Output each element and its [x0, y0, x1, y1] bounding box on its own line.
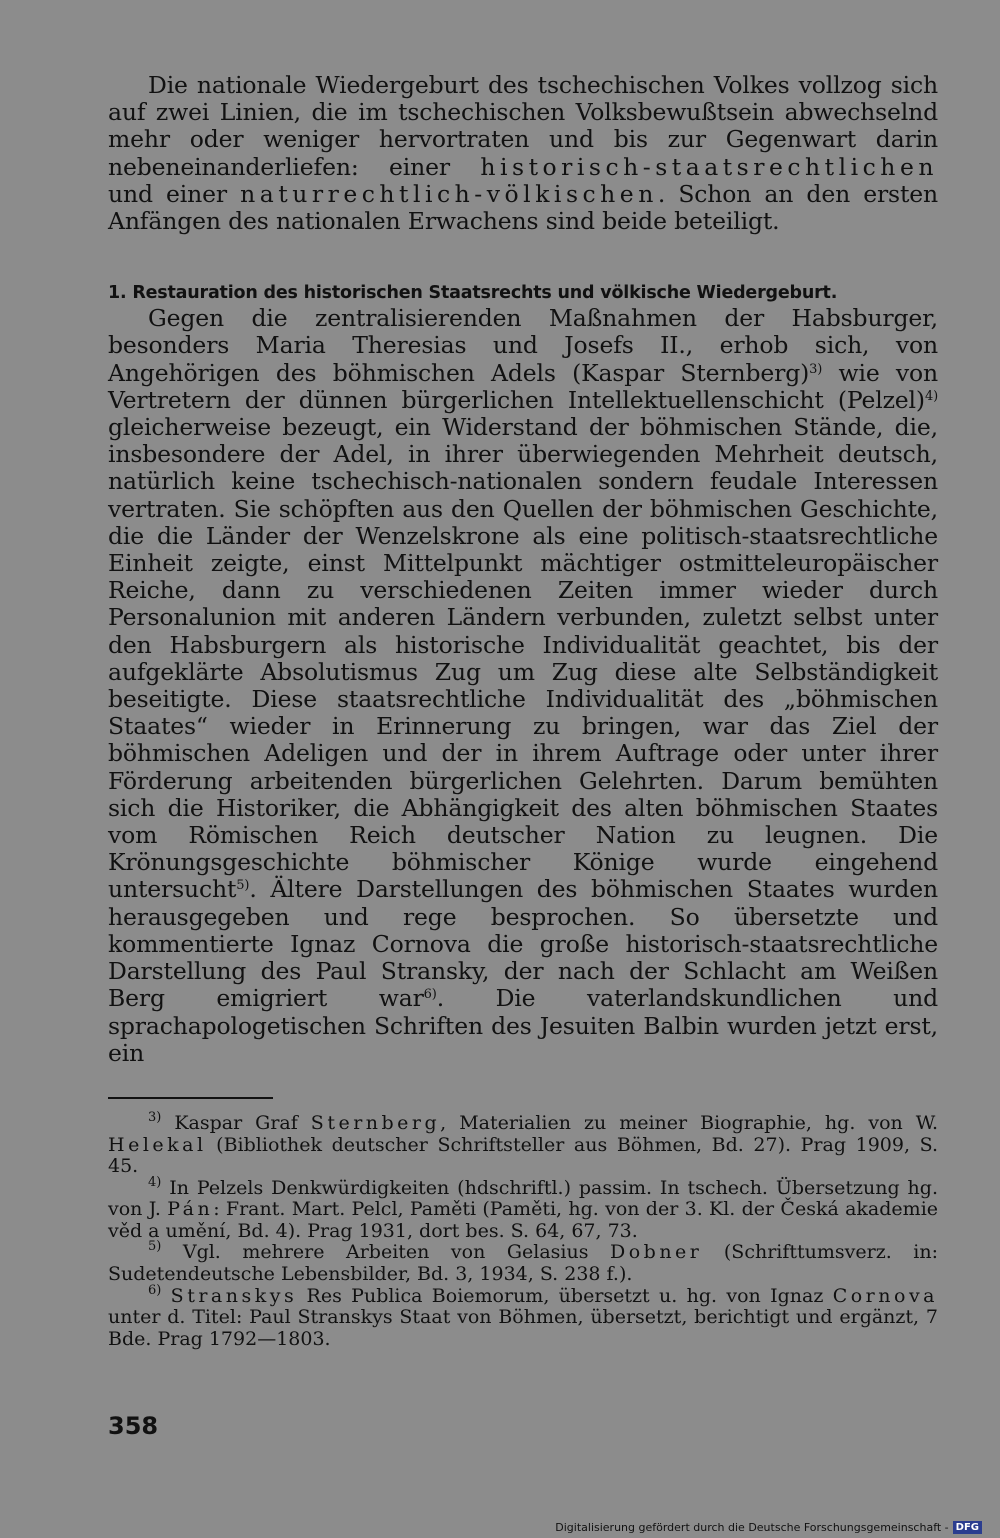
footnote-mark: 3) [148, 1109, 162, 1125]
footnote-ref-4[interactable]: 4) [924, 388, 938, 404]
footnote-text: : Frant. Mart. Pelcl, Paměti (Paměti, hg. von der 3. Kl. der Česká akademie věd a umění, Bd. 4). Prag 1931, dort bes. S. 64, 67, 73. [108, 1198, 939, 1242]
footnotes [108, 1109, 939, 1351]
footnote-author: Stranskys [170, 1284, 298, 1307]
intro-emphasis-naturrechtlich: naturrechtlich-völkischen [240, 179, 658, 208]
footnote-mark: 5) [148, 1239, 162, 1255]
footnote-text: Kaspar Graf [161, 1111, 311, 1134]
footnote-mark: 4) [148, 1174, 162, 1190]
credit-text: Digitalisierung gefördert durch die Deutsche Forschungsgemeinschaft - [555, 1521, 949, 1534]
intro-text-2: und einer [108, 179, 241, 208]
intro-paragraph [108, 72, 938, 235]
footnote-text: Vgl. mehrere Arbeiten von Gelasius [161, 1241, 610, 1264]
section-text-2: wie von Vertretern der dünnen bürgerlichen Intellektuellenschicht (Pelzel) [108, 358, 938, 414]
section-heading: 1. Restauration des historischen Staatsrechts und völkische Wiedergeburt. [108, 283, 838, 304]
section-paragraph [108, 305, 938, 1067]
intro-text-3: . Schon an den ersten Anfängen des nationalen Erwachens sind beide beteiligt. [108, 179, 939, 236]
digitization-credit [555, 1521, 982, 1534]
dfg-logo-icon: DFG [953, 1521, 982, 1534]
footnote-ref-6[interactable]: 6) [423, 987, 437, 1003]
footnote-ref-3[interactable]: 3) [809, 361, 823, 377]
footnote-mark: 6) [148, 1282, 162, 1298]
footnote-6 [108, 1282, 938, 1351]
section-text-3: gleicherweise bezeugt, ein Widerstand der böhmischen Stände, die, insbesondere der Adel, in ihrer überwiegenden Mehrheit deutsch, natürlich keine tschechisch-nationalen sondern feudale Interessen vertraten. Sie schöpften aus den Quellen der böhmischen Geschichte, die die Länder der Wenzelskrone als eine politisch-staatsrechtliche Einheit zeigte, einst Mittelpunkt mächtiger ostmitteleuropäischer Reiche, dann zu verschiedenen Zeiten immer wieder durch Personalunion mit anderen Ländern verbunden, zuletzt selbst unter den Habsburgern als historische Individualität geachtet, bis der aufgeklärte Absolutismus Zug um Zug diese alte Selbständigkeit beseitigte. Diese staatsrechtliche Individualität des „böhmischen Staates“ wieder in Erinnerung zu bringen, war das Ziel der böhmischen Adeligen und der in ihrem Auftrage oder unter ihrer Förderung arbeitenden bürgerlichen Gelehrten. Darum bemühten sich die Historiker, die Abhängigkeit des alten böhmischen Staates vom Römischen Reich deutscher Nation zu leugnen. Die Krönungsgeschichte böhmischer Könige wurde eingehend untersucht [108, 413, 938, 904]
section-text-5: . Die vaterlandskundlichen und sprachapologetischen Schriften des Jesuiten Balbin wurden jetzt erst, ein [108, 984, 938, 1067]
footnote-3 [108, 1109, 938, 1178]
footnote-editor: Pán [167, 1198, 214, 1221]
footnote-author: Dobner [609, 1241, 703, 1264]
footnote-text: In Pelzels Denkwürdigkeiten (hdschriftl.) passim. In tschech. Übersetzung hg. von J. [108, 1176, 938, 1221]
footnote-text: (Schrifttumsverz. in: Sudetendeutsche Lebensbilder, Bd. 3, 1934, S. 238 f.). [108, 1241, 938, 1286]
intro-emphasis-historisch: historisch-staatsrechtlichen [480, 152, 938, 181]
footnote-text: unter d. Titel: Paul Stranskys Staat von Böhmen, übersetzt, berichtigt und ergänzt, 7 Bde. Prag 1792—1803. [108, 1306, 938, 1350]
page-content [108, 72, 938, 1350]
intro-text-1: Die nationale Wiedergeburt des tschechischen Volkes vollzog sich auf zwei Linien, die im tschechischen Volksbewußtsein abwechselnd mehr oder weniger hervortraten und bis zur Gegenwart darin nebeneinanderliefen: einer [108, 71, 938, 181]
footnote-text: (Bibliothek deutscher Schriftsteller aus Böhmen, Bd. 27). Prag 1909, S. 45. [108, 1133, 938, 1178]
footnote-4 [108, 1174, 939, 1243]
section-text-1: Gegen die zentralisierenden Maßnahmen der Habsburger, besonders Maria Theresias und Josefs II., erhob sich, von Angehörigen des böhmischen Adels (Kaspar Sternberg) [108, 304, 938, 387]
footnote-text: Res Publica Boiemorum, übersetzt u. hg. von Ignaz [297, 1284, 833, 1307]
footnote-5 [108, 1239, 938, 1286]
footnote-ref-5[interactable]: 5) [236, 878, 250, 894]
page-number: 358 [108, 1412, 159, 1440]
footnote-divider [108, 1097, 273, 1099]
section-text-4: . Ältere Darstellungen des böhmischen Staates wurden herausgegeben und rege besprochen. So übersetzte und kommentierte Ignaz Cornova die große historisch-staatsrechtliche Darstellung des Paul Stransky, der nach der Schlacht am Weißen Berg emigriert war [108, 875, 938, 1013]
footnote-editor: Helekal [108, 1133, 207, 1156]
footnote-author: Sternberg [310, 1111, 441, 1134]
footnote-editor: Cornova [832, 1284, 938, 1307]
main-text [108, 72, 938, 1067]
footnote-text: , Materialien zu meiner Biographie, hg. von W. [440, 1111, 938, 1134]
